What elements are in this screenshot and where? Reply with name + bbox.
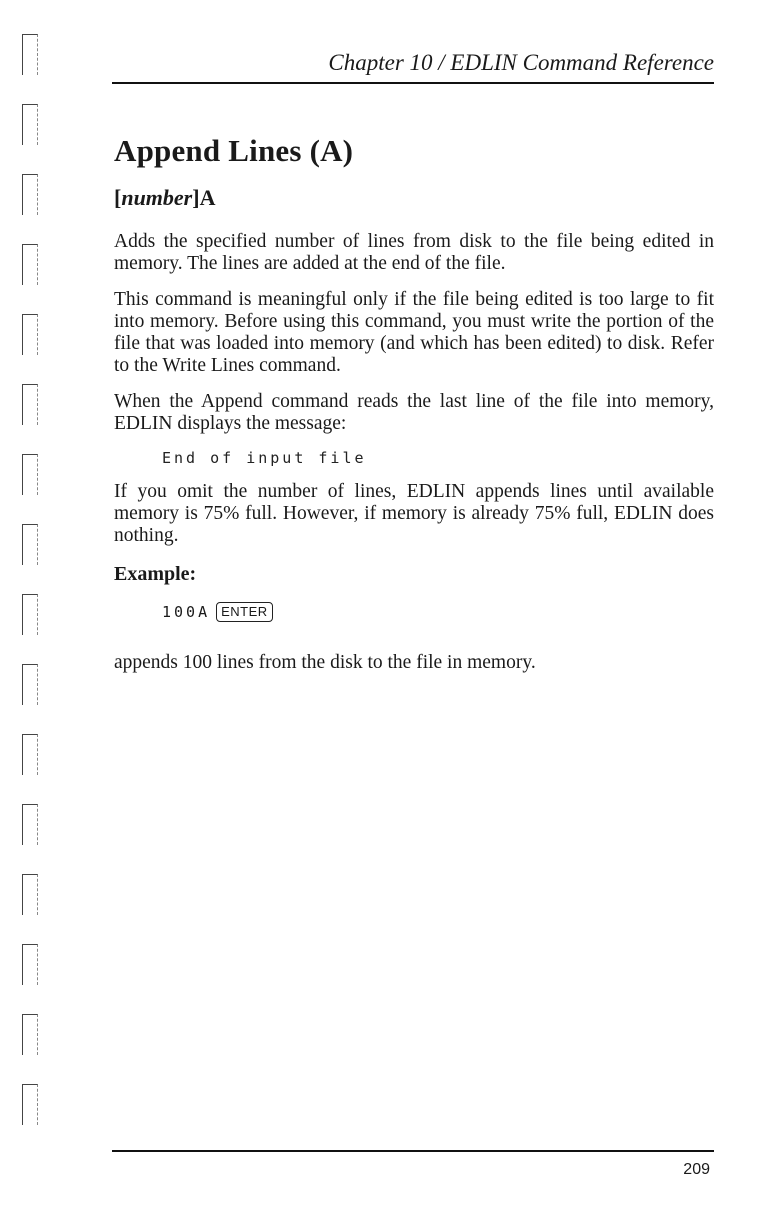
- page-number: 209: [683, 1161, 710, 1178]
- paragraph: When the Append command reads the last line of the file into memory, EDLIN displays the message:: [114, 391, 714, 434]
- index-tab: [22, 174, 38, 215]
- header-rule: [112, 82, 714, 84]
- paragraph: This command is meaningful only if the file being edited is too large to fit into memory. Before using this command, you must write the portion of the file that was loaded into memory (and which has been edited) to disk. Refer to the Write Lines command.: [114, 289, 714, 376]
- index-tab: [22, 944, 38, 985]
- index-tab: [22, 244, 38, 285]
- index-tab: [22, 594, 38, 635]
- section-title: Append Lines (A): [114, 133, 354, 168]
- page-content: [114, 133, 714, 674]
- index-tab: [22, 454, 38, 495]
- syntax-command: ]A: [192, 185, 216, 210]
- index-tab: [22, 34, 38, 75]
- example-label: Example:: [114, 563, 197, 585]
- syntax-open-bracket: [: [114, 185, 122, 210]
- footer-rule: [112, 1150, 714, 1152]
- paragraph: Adds the specified number of lines from disk to the file being edited in memory. The lines are added at the end of the file.: [114, 231, 714, 274]
- index-tab: [22, 1014, 38, 1055]
- index-tab: [22, 734, 38, 775]
- index-tab: [22, 1084, 38, 1125]
- running-header: Chapter 10 / EDLIN Command Reference: [328, 50, 714, 75]
- example-code: [162, 602, 714, 622]
- index-tabs: [22, 0, 46, 1220]
- paragraph: If you omit the number of lines, EDLIN appends lines until available memory is 75% full. However, if memory is already 75% full, EDLIN does nothing.: [114, 481, 714, 546]
- index-tab: [22, 384, 38, 425]
- index-tab: [22, 664, 38, 705]
- enter-key-icon: ENTER: [216, 602, 273, 622]
- command-syntax: [114, 185, 714, 211]
- example-explanation: appends 100 lines from the disk to the file in memory.: [114, 652, 536, 673]
- index-tab: [22, 874, 38, 915]
- index-tab: [22, 104, 38, 145]
- index-tab: [22, 524, 38, 565]
- syntax-parameter: number: [121, 185, 193, 210]
- index-tab: [22, 804, 38, 845]
- index-tab: [22, 314, 38, 355]
- message-code: End of input file: [162, 449, 367, 467]
- example-command: 100A: [162, 603, 211, 621]
